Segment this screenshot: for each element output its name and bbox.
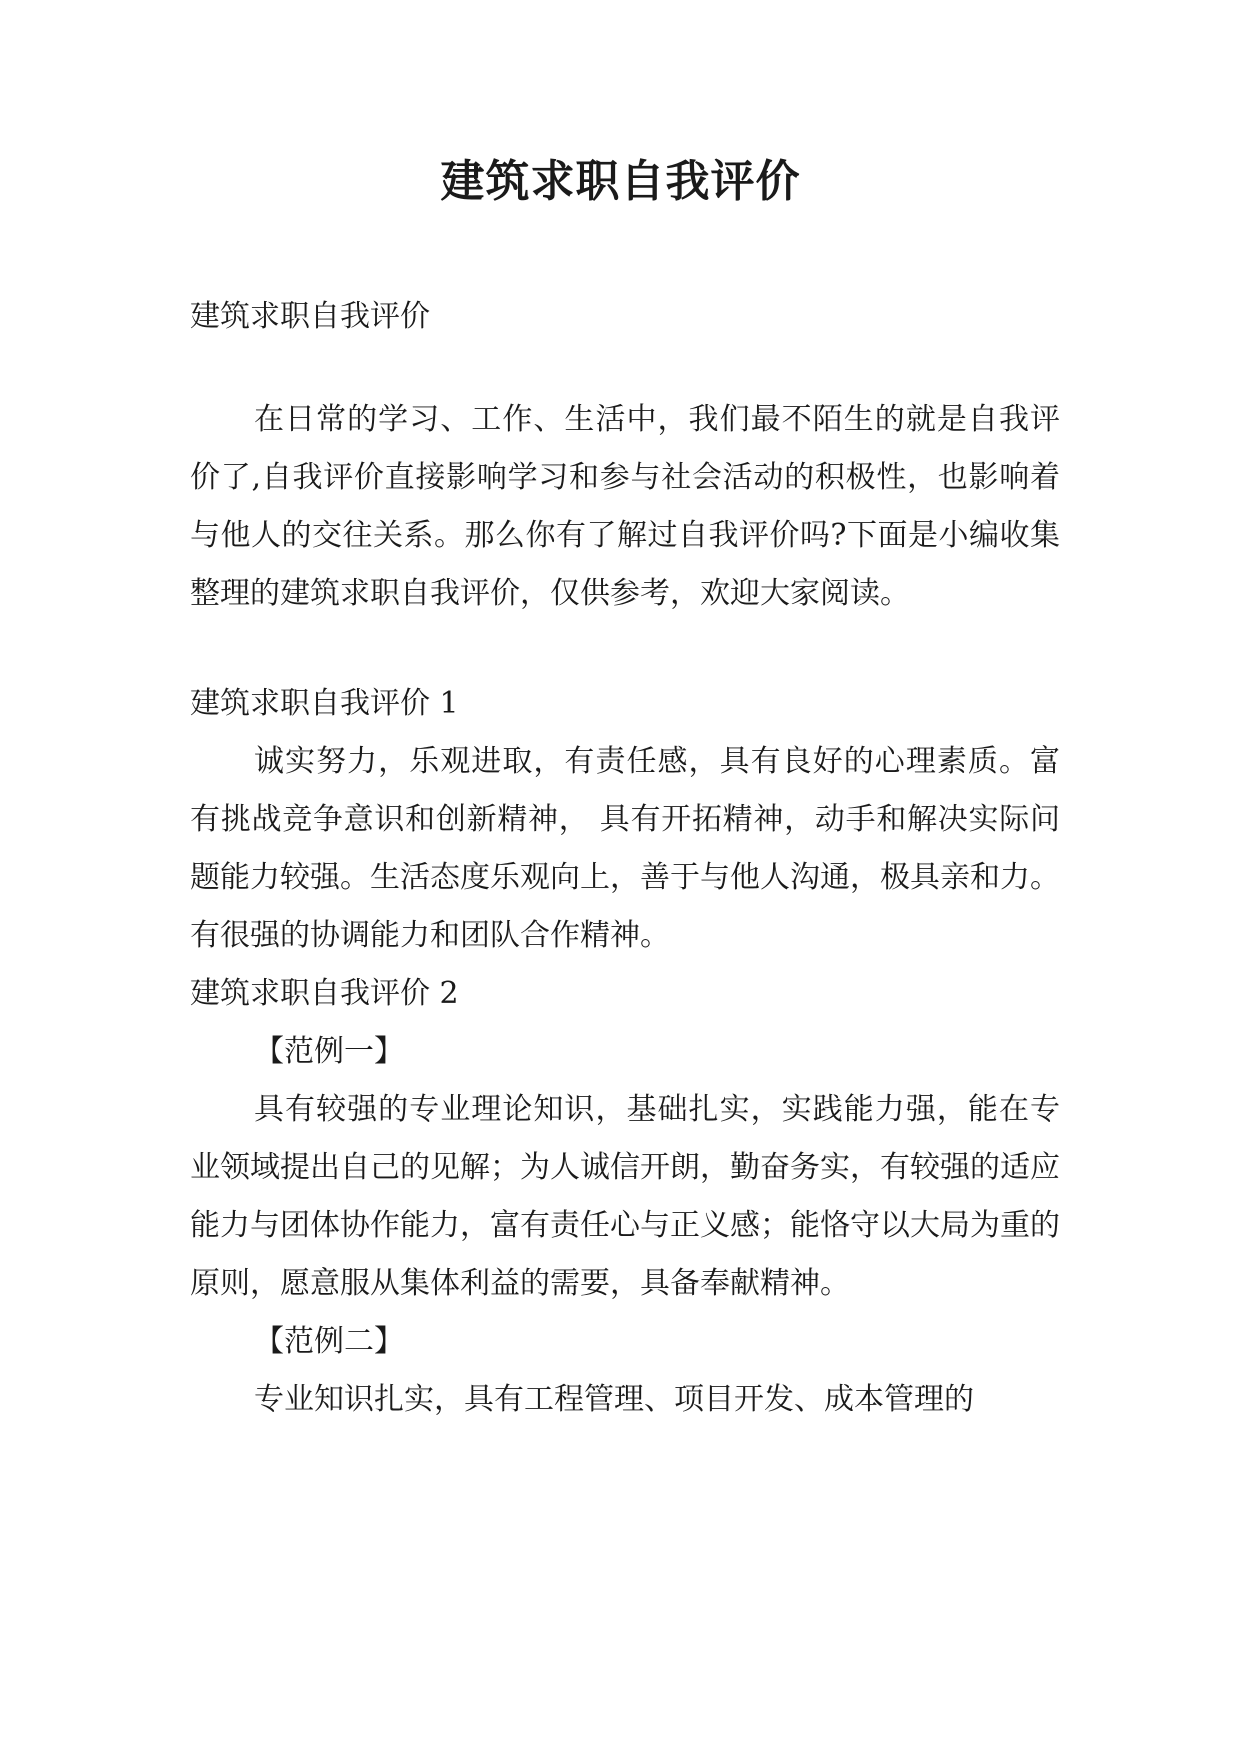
example1-label: 【范例一】 — [254, 1034, 404, 1069]
subtitle: 建筑求职自我评价 — [190, 299, 430, 334]
example1-paragraph: 具有较强的专业理论知识，基础扎实，实践能力强，能在专业领域提出自己的见解；为人诚信开朗，勤奋务实，有较强的适应能力与团体协作能力，富有责任心与正义感；能恪守以大局为重的原则，愿意服从集体利益的需要，具备奉献精神。 — [190, 1092, 1060, 1301]
section1-heading: 建筑求职自我评价 1 — [190, 686, 459, 721]
section1-paragraph: 诚实努力，乐观进取，有责任感，具有良好的心理素质。富有挑战竞争意识和创新精神， 具有开拓精神，动手和解决实际问题能力较强。生活态度乐观向上，善于与他人沟通，极具亲和力。有很强的协调能力和团队合作精神。 — [190, 744, 1060, 953]
document-title: 建筑求职自我评价 — [440, 156, 801, 207]
section2-heading: 建筑求职自我评价 2 — [190, 976, 459, 1011]
example2-label: 【范例二】 — [254, 1324, 404, 1359]
example2-paragraph: 专业知识扎实，具有工程管理、项目开发、成本管理的 — [254, 1382, 974, 1417]
document-body — [190, 288, 1060, 1429]
intro-paragraph: 在日常的学习、工作、生活中，我们最不陌生的就是自我评价了,自我评价直接影响学习和参与社会活动的积极性，也影响着与他人的交往关系。那么你有了解过自我评价吗?下面是小编收集整理的建筑求职自我评价，仅供参考，欢迎大家阅读。 — [190, 402, 1060, 611]
